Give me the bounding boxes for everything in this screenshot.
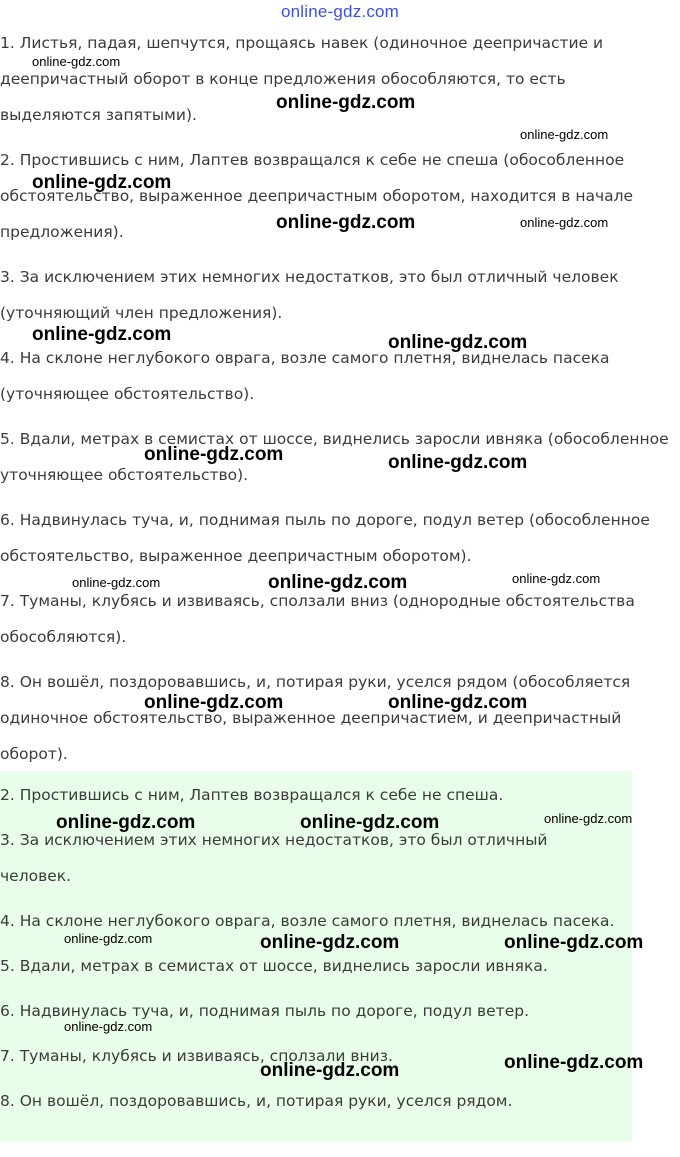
answer-6: 6. Надвинулась туча, и, поднимая пыль по дороге, подул ветер (обособленное обстоятельство, выраженное деепричастным оборотом).: [0, 511, 650, 565]
short-answer-2: 2. Простившись с ним, Лаптев возвращался к себе не спеша.: [0, 786, 504, 804]
site-header[interactable]: online-gdz.com: [280, 2, 400, 21]
answer-4: 4. На склоне неглубокого оврага, возле самого плетня, виднелась пасека (уточняющее обстоятельство).: [0, 349, 610, 403]
watermark: online-gdz.com: [260, 1060, 400, 1081]
watermark: online-gdz.com: [276, 212, 416, 233]
watermark: online-gdz.com: [388, 332, 528, 353]
answer-1: 1. Листья, падая, шепчутся, прощаясь навек (одиночное деепричастие и деепричастный оборот в конце предложения обособляются, то есть выделяются запятыми).: [0, 34, 604, 124]
short-answer-3: 3. За исключением этих немногих недостатков, это был отличный человек.: [0, 831, 548, 885]
short-answer-8: 8. Он вошёл, поздоровавшись, и, потирая руки, уселся рядом.: [0, 1092, 513, 1110]
watermark: online-gdz.com: [32, 324, 172, 345]
watermark: online-gdz.com: [32, 172, 172, 193]
watermark: online-gdz.com: [512, 571, 601, 586]
watermark: online-gdz.com: [144, 444, 284, 465]
watermark: online-gdz.com: [504, 932, 644, 953]
answer-8: 8. Он вошёл, поздоровавшись, и, потирая руки, уселся рядом (обособляется одиночное обстоятельство, выраженное деепричастием, и деепричастный оборот).: [0, 673, 631, 763]
watermark: online-gdz.com: [388, 452, 528, 473]
watermark: online-gdz.com: [260, 932, 400, 953]
watermark: online-gdz.com: [276, 92, 416, 113]
short-answers-list: [0, 777, 620, 1128]
watermark: online-gdz.com: [72, 575, 161, 590]
watermark: online-gdz.com: [64, 931, 153, 946]
watermark: online-gdz.com: [504, 1052, 644, 1073]
watermark: online-gdz.com: [268, 572, 408, 593]
short-answer-6: 6. Надвинулась туча, и, поднимая пыль по дороге, подул ветер.: [0, 1002, 529, 1020]
watermark: online-gdz.com: [388, 692, 528, 713]
answer-5: 5. Вдали, метрах в семистах от шоссе, виднелись заросли ивняка (обособленное уточняющее обстоятельство).: [0, 430, 669, 484]
watermark: online-gdz.com: [144, 692, 284, 713]
short-answer-7: 7. Туманы, клубясь и извиваясь, сползали вниз.: [0, 1047, 393, 1065]
answer-2: 2. Простившись с ним, Лаптев возвращался к себе не спеша (обособленное обстоятельство, выраженное деепричастным оборотом, находится в начале предложения).: [0, 151, 634, 241]
short-answer-5: 5. Вдали, метрах в семистах от шоссе, виднелись заросли ивняка.: [0, 957, 548, 975]
answer-3: 3. За исключением этих немногих недостатков, это был отличный человек (уточняющий член предложения).: [0, 268, 619, 322]
watermark: online-gdz.com: [56, 812, 196, 833]
watermark: online-gdz.com: [64, 1019, 153, 1034]
watermark: online-gdz.com: [544, 811, 633, 826]
watermark: online-gdz.com: [520, 215, 609, 230]
answer-7: 7. Туманы, клубясь и извиваясь, сползали вниз (однородные обстоятельства обособляются).: [0, 592, 635, 646]
watermark: online-gdz.com: [32, 54, 121, 69]
watermark: online-gdz.com: [300, 812, 440, 833]
watermark: online-gdz.com: [520, 127, 609, 142]
short-answer-4: 4. На склоне неглубокого оврага, возле самого плетня, виднелась пасека.: [0, 912, 615, 930]
answers-list: [0, 25, 670, 781]
